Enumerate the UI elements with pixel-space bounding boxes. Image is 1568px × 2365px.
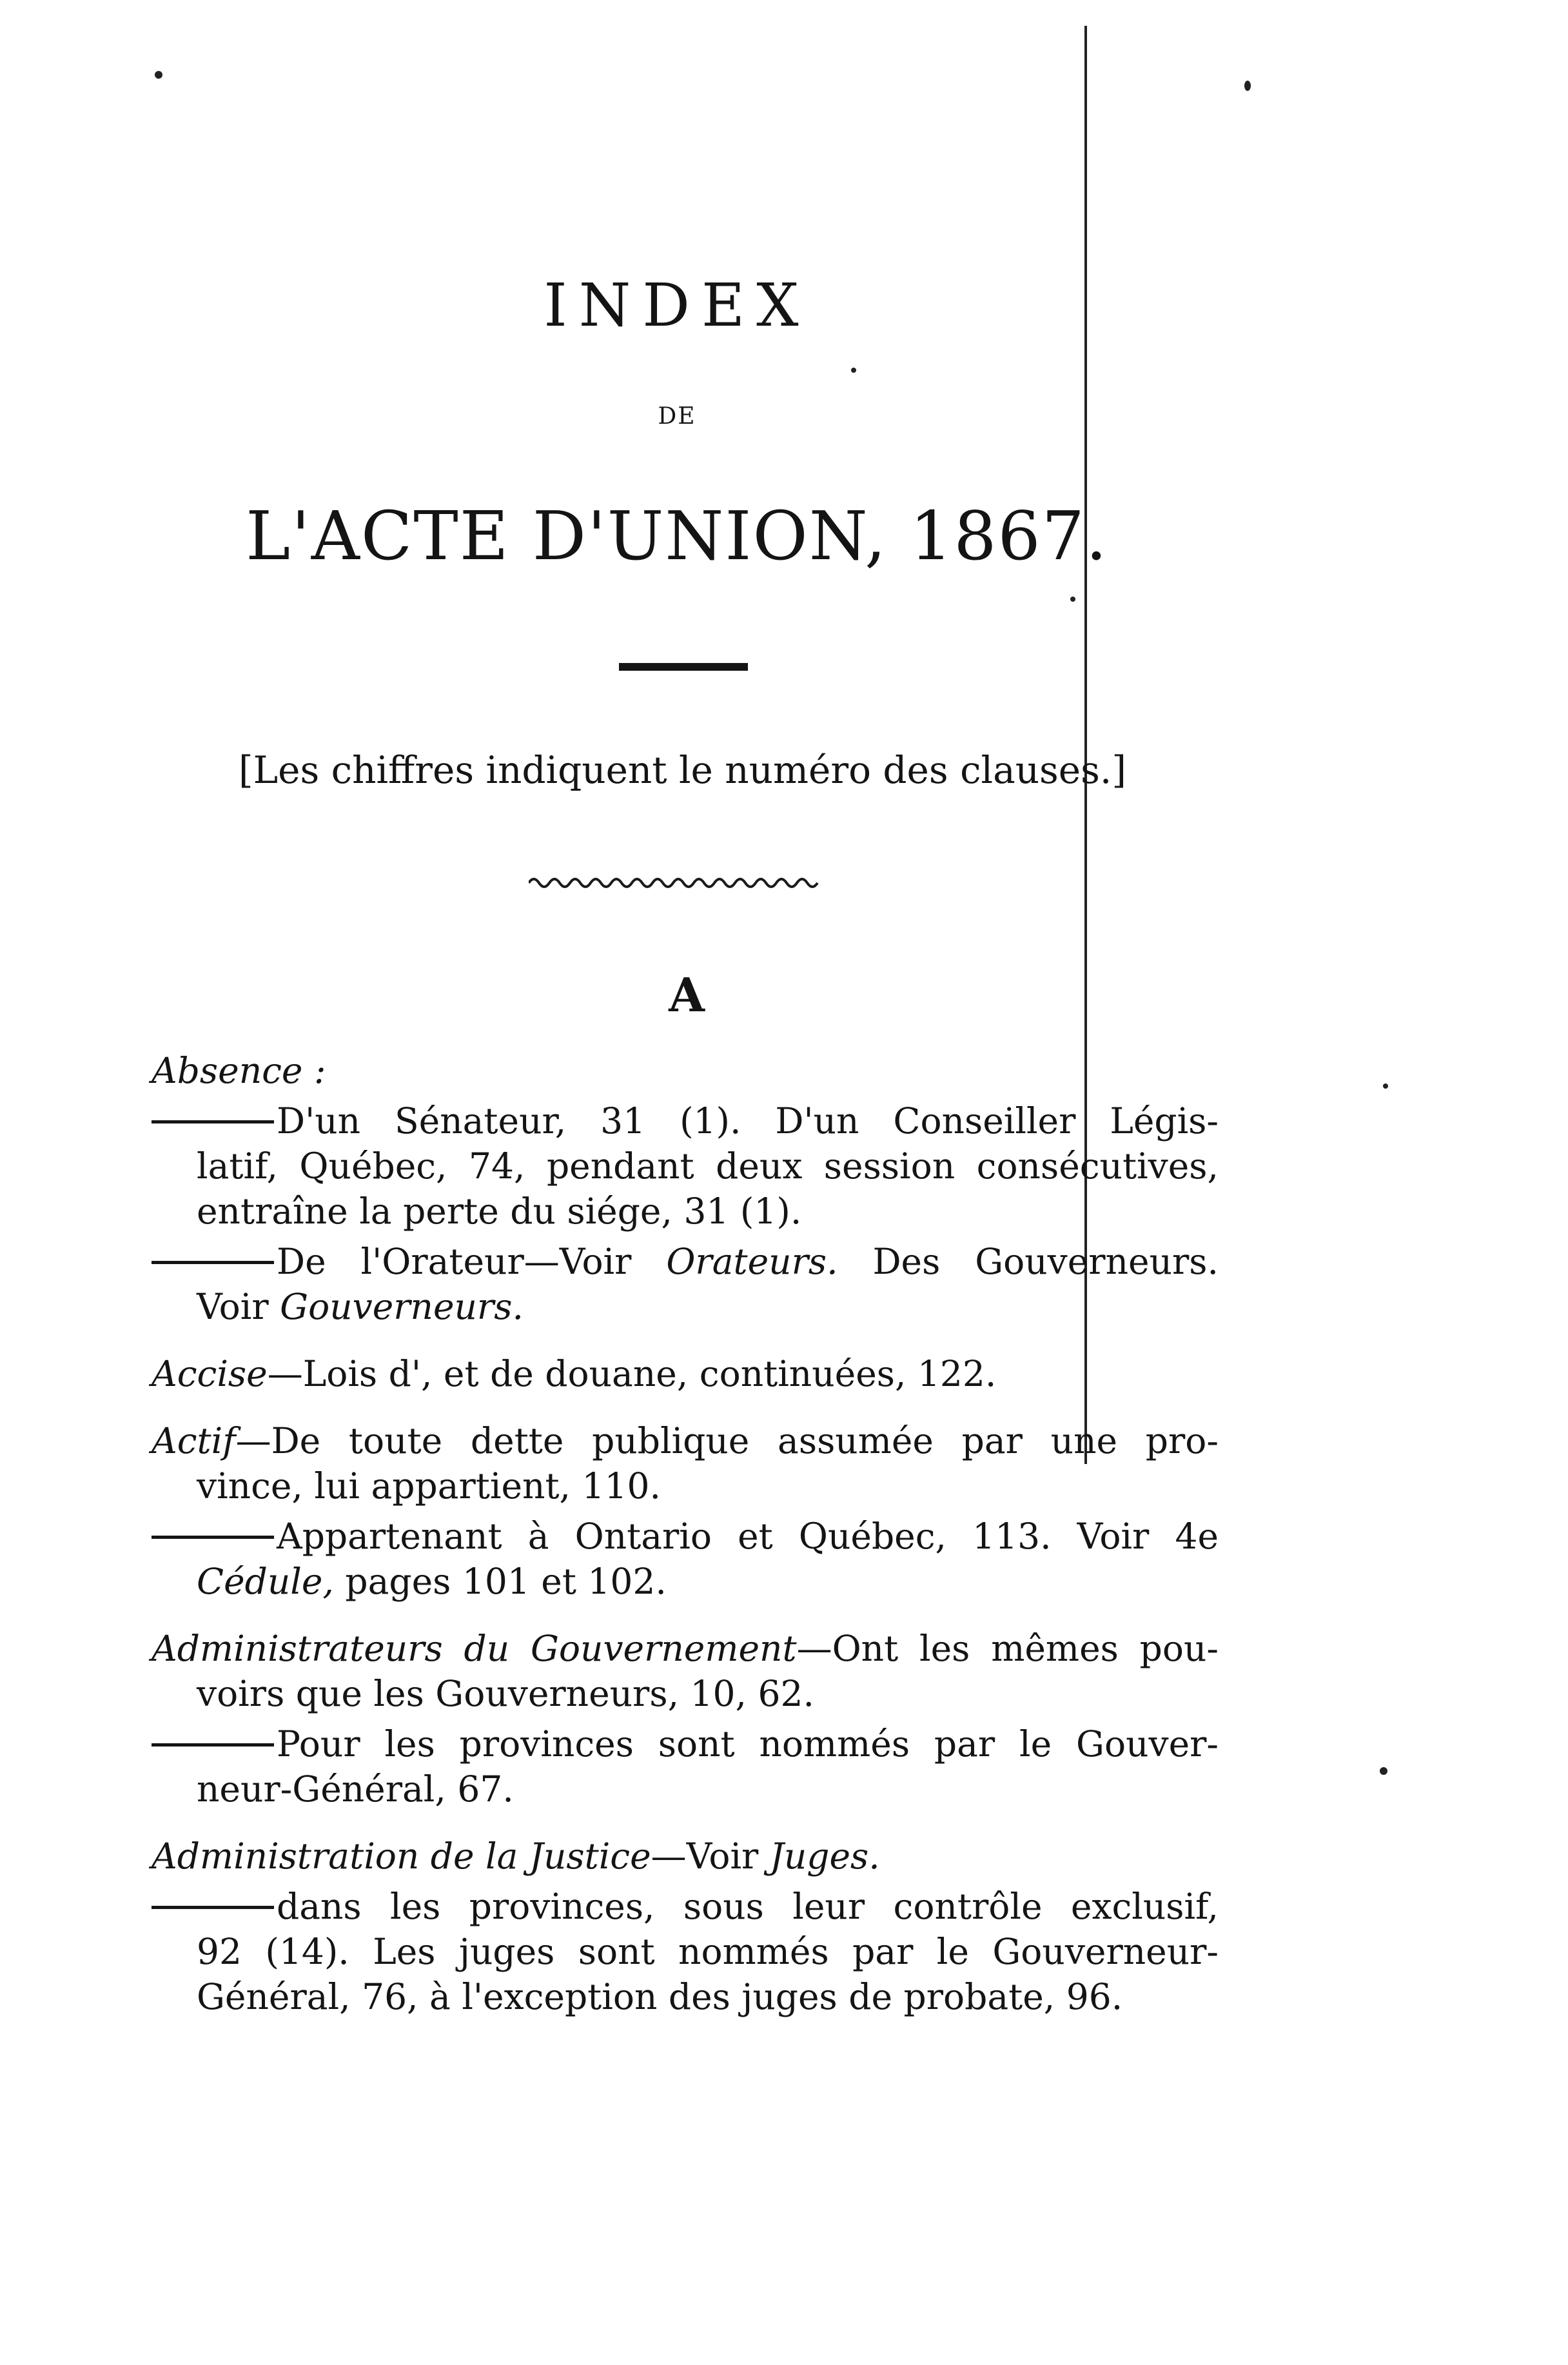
title-rule — [619, 663, 748, 671]
dash-mark — [152, 1906, 274, 1909]
entry-text: vince, lui appartient, 110. — [197, 1465, 661, 1507]
entry-administrateurs — [152, 1626, 1219, 1812]
page-subtitle: L'ACTE D'UNION, 1867. — [246, 497, 1108, 575]
entry-text: —Voir — [651, 1836, 770, 1877]
scan-speck — [1070, 597, 1075, 602]
scan-speck — [851, 368, 856, 373]
entry-term: Administrateurs du Gouvernement — [152, 1628, 797, 1669]
entry-administration-justice — [152, 1834, 1219, 2019]
title-preposition: DE — [658, 403, 696, 430]
entry-actif — [152, 1418, 1219, 1604]
entry-absence — [152, 1048, 1219, 1329]
dash-mark — [152, 1536, 274, 1539]
wavy-divider — [529, 867, 832, 893]
entry-text: Général, 76, à l'exception des juges de probate, 96. — [197, 1976, 1123, 2017]
entry-term: Actif — [152, 1420, 236, 1461]
entry-text: dans les provinces, sous leur contrôle exclusif, — [277, 1886, 1219, 1927]
entry-text: —Ont les mêmes pou- — [796, 1628, 1219, 1669]
entry-text: entraîne la perte du siége, 31 (1). — [197, 1191, 802, 1232]
entry-text: neur-Général, 67. — [197, 1768, 514, 1810]
entry-text: D'un Sénateur, 31 (1). D'un Conseiller Légis- — [277, 1100, 1219, 1142]
scan-speck — [155, 71, 162, 79]
entry-text: 92 (14). Les juges sont nommés par le Gouverneur- — [197, 1931, 1219, 1972]
subentry — [152, 1239, 1219, 1329]
index-entries — [152, 1048, 1219, 2041]
entry-text: latif, Québec, 74, pendant deux session consécutives, — [197, 1145, 1219, 1187]
subentry — [152, 1514, 1219, 1604]
section-letter: A — [669, 967, 705, 1022]
cross-reference: Gouverneurs. — [280, 1286, 524, 1327]
entry-text: —De toute dette publique assumée par une pro- — [235, 1420, 1219, 1461]
entry-accise — [152, 1351, 1219, 1396]
entry-text: Voir — [197, 1286, 280, 1327]
entry-text: —Lois d', et de douane, continuées, 122. — [267, 1353, 997, 1394]
scan-speck — [1380, 1767, 1387, 1775]
page-title: INDEX — [544, 271, 810, 340]
scan-speck — [1383, 1084, 1388, 1089]
dash-mark — [152, 1743, 274, 1747]
entry-text: Pour les provinces sont nommés par le Gouver- — [277, 1723, 1219, 1765]
subentry — [152, 1098, 1219, 1234]
entry-term: Administration de la Justice — [152, 1836, 651, 1877]
entry-term: Accise — [152, 1353, 268, 1394]
scan-speck — [1244, 81, 1251, 91]
cross-reference: Juges. — [769, 1836, 880, 1877]
entry-term: Absence : — [152, 1050, 326, 1091]
entry-text: pages 101 et 102. — [333, 1561, 667, 1602]
dash-mark — [152, 1261, 274, 1264]
subentry — [152, 1721, 1219, 1812]
subentry — [152, 1884, 1219, 2019]
cross-reference: Cédule, — [197, 1561, 334, 1602]
entry-text: Appartenant à Ontario et Québec, 113. Voir 4e — [277, 1516, 1219, 1557]
entry-text: voirs que les Gouverneurs, 10, 62. — [197, 1673, 814, 1714]
dash-mark — [152, 1120, 274, 1123]
entry-text: Des Gouverneurs. — [838, 1241, 1219, 1282]
cross-reference: Orateurs. — [666, 1241, 838, 1282]
clause-note: [Les chiffres indiquent le numéro des clauses.] — [239, 748, 1126, 792]
entry-text: De l'Orateur—Voir — [277, 1241, 667, 1282]
